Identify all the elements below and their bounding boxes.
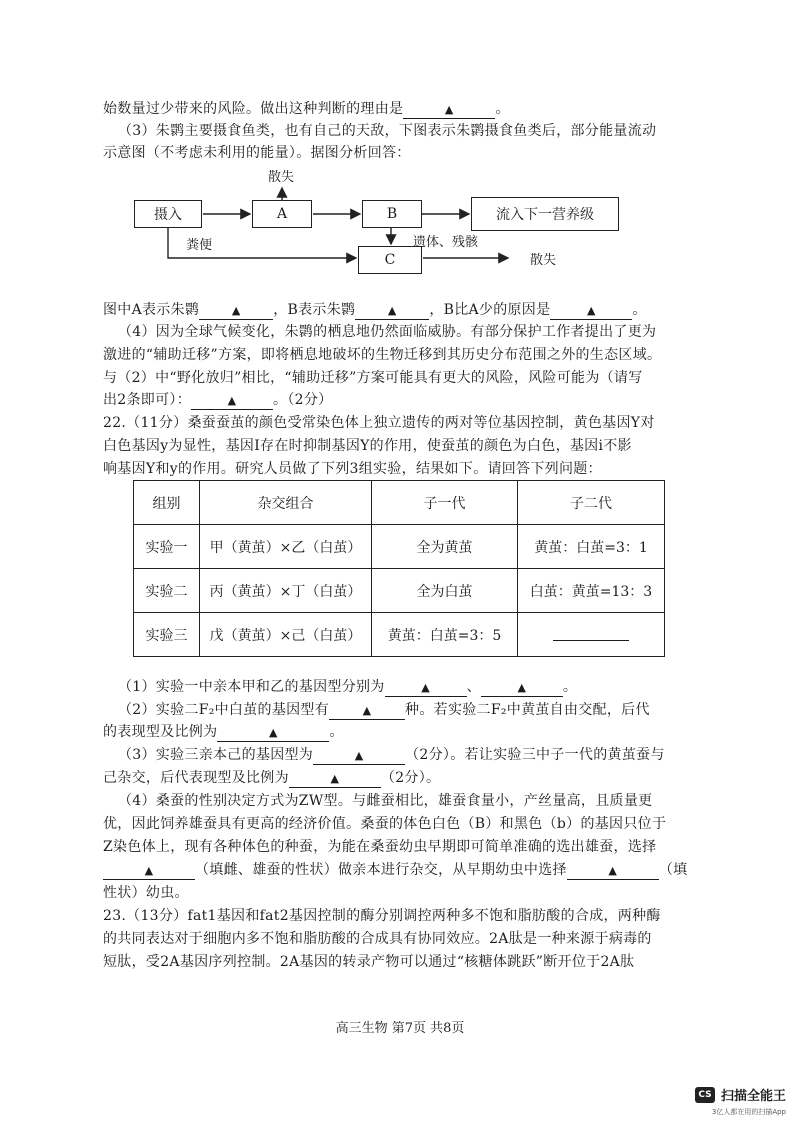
table-row [134, 525, 665, 569]
dissipate-label-top: 散失 [268, 170, 295, 185]
header-cell: 组别 [134, 481, 200, 525]
header-cell: 子二代 [518, 481, 665, 525]
answer-blank[interactable]: ▲ [199, 303, 273, 320]
camscanner-logo-icon: CS [695, 1087, 715, 1103]
text-line: 与（2）中“野化放归”相比，“辅助迁移”方案可能具有更大的风险，风险可能为（请写 [103, 370, 643, 386]
text-line: （4）因为全球气候变化，朱鹮的栖息地仍然面临威胁。有部分保护工作者提出了更为 [118, 324, 657, 340]
box-c: C [358, 246, 422, 274]
text-line: 优，因此饲养雄蚕具有更高的经济价值。桑蚕的体色白色（B）和黑色（b）的基因只位于 [103, 816, 667, 832]
answer-blank[interactable]: ▲ [385, 680, 467, 697]
answer-blank[interactable]: ▲ [550, 303, 632, 320]
text-line: 响基因Y和y的作用。研究人员做了下列3组实验，结果如下。请回答下列问题： [103, 461, 602, 477]
text-line: 短肽，受2A基因序列控制。2A基因的转录产物可以通过“核糖体跳跃”断开位于2A肽 [103, 954, 635, 970]
scanner-badge [695, 1085, 786, 1104]
table-cell: 黄茧：白茧=3：1 [518, 525, 665, 569]
answer-blank[interactable]: ▲ [567, 863, 659, 880]
text-line: （3）实验三亲本己的基因型为 ▲ （2分）。若让实验三中子一代的黄茧蚕与 [118, 747, 665, 763]
answer-blank[interactable]: ▲ [191, 393, 273, 410]
answer-blank[interactable]: ▲ [289, 771, 381, 788]
table-cell: 戊（黄茧）×己（白茧） [200, 613, 372, 657]
text-line: 激进的“辅助迁移”方案，即将栖息地破坏的生物迁移到其历史分布范围之外的生态区域。 [103, 347, 662, 363]
answer-blank[interactable]: ▲ [355, 303, 429, 320]
dissipate-label-right: 散失 [530, 253, 557, 268]
experiment-table [133, 480, 665, 657]
answer-blank[interactable]: ▲ [313, 748, 405, 765]
table-cell: 实验二 [134, 569, 200, 613]
next-level-box: 流入下一营养级 [471, 197, 619, 231]
table-cell: 丙（黄茧）×丁（白茧） [200, 569, 372, 613]
text-line: （3）朱鹮主要摄食鱼类，也有自己的天敌，下图表示朱鹮摄食鱼类后，部分能量流动 [118, 123, 657, 139]
text-line: 图中A表示朱鹮 ▲ ，B表示朱鹮 ▲ ，B比A少的原因是 ▲ 。 [103, 302, 647, 318]
answer-blank[interactable]: ▲ [403, 102, 495, 119]
table-cell: 全为黄茧 [372, 525, 518, 569]
table-cell: 实验三 [134, 613, 200, 657]
text-line: Z染色体上，现有各种体色的种蚕，为能在桑蚕幼虫早期即可简单准确的选出雄蚕，选择 [103, 839, 657, 855]
text-line: （1）实验一中亲本甲和乙的基因型分别为 ▲ 、 ▲ 。 [118, 679, 578, 695]
answer-blank[interactable]: ▲ [481, 680, 563, 697]
answer-blank[interactable]: ▲ [329, 703, 405, 720]
box-a: A [252, 200, 312, 228]
intake-box: 摄入 [134, 200, 202, 228]
text-line: 性状）幼虫。 [103, 885, 189, 901]
text-line: 白色基因y为显性，基因I存在时抑制基因Y的作用，使蚕茧的颜色为白色，基因i不影 [103, 438, 632, 454]
scanner-tagline: 3亿人都在用的扫描App [711, 1108, 786, 1116]
answer-blank[interactable] [553, 624, 629, 641]
answer-blank[interactable]: ▲ [217, 725, 329, 742]
text-line: 的共同表达对于细胞内多不饱和脂肪酸的合成具有协同效应。2A肽是一种来源于病毒的 [103, 931, 652, 947]
table-row [134, 613, 665, 657]
table-header-row [134, 481, 665, 525]
table-cell: 实验一 [134, 525, 200, 569]
text-line: 出2条即可）： ▲ 。（2分） [103, 392, 333, 408]
text-line: （2）实验二F₂中白茧的基因型有 ▲ 种。若实验二F₂中黄茧自由交配，后代 [118, 702, 650, 718]
text-line: （4）桑蚕的性别决定方式为ZW型。与雌蚕相比，雄蚕食量小，产丝量高，且质量更 [118, 793, 653, 809]
remains-label: 遗体、残骸 [413, 235, 479, 250]
table-cell: 白茧：黄茧=13：3 [518, 569, 665, 613]
answer-blank[interactable]: ▲ [103, 863, 195, 880]
text-line: 23.（13分）fat1基因和fat2基因控制的酶分别调控两种多不饱和脂肪酸的合成，两种酶 [103, 908, 661, 924]
page-footer: 高三生物 第7页 共8页 [335, 1021, 465, 1036]
header-cell: 子一代 [372, 481, 518, 525]
table-row [134, 569, 665, 613]
table-cell: 全为白茧 [372, 569, 518, 613]
header-cell: 杂交组合 [200, 481, 372, 525]
text-line: 的表现型及比例为 ▲ 。 [103, 724, 344, 740]
table-cell: 黄茧：白茧=3：5 [372, 613, 518, 657]
box-b: B [362, 200, 422, 228]
text-line: 己杂交，后代表现型及比例为 ▲ （2分）。 [103, 770, 441, 786]
table-answer-cell[interactable] [518, 613, 665, 657]
table-cell: 甲（黄茧）×乙（白茧） [200, 525, 372, 569]
scanner-app-name: 扫描全能王 [720, 1089, 786, 1104]
text-line: 始数量过少带来的风险。做出这种判断的理由是 ▲ 。 [103, 101, 510, 117]
text-line: 22.（11分）桑蚕蚕茧的颜色受常染色体上独立遗传的两对等位基因控制，黄色基因Y对 [103, 415, 655, 431]
feces-label: 粪便 [186, 238, 213, 253]
text-line: 示意图（不考虑未利用的能量）。据图分析回答： [103, 145, 411, 161]
text-line: ▲ （填雌、雄蚕的性状）做亲本进行杂交，从早期幼虫中选择 ▲ （填 [103, 860, 687, 880]
